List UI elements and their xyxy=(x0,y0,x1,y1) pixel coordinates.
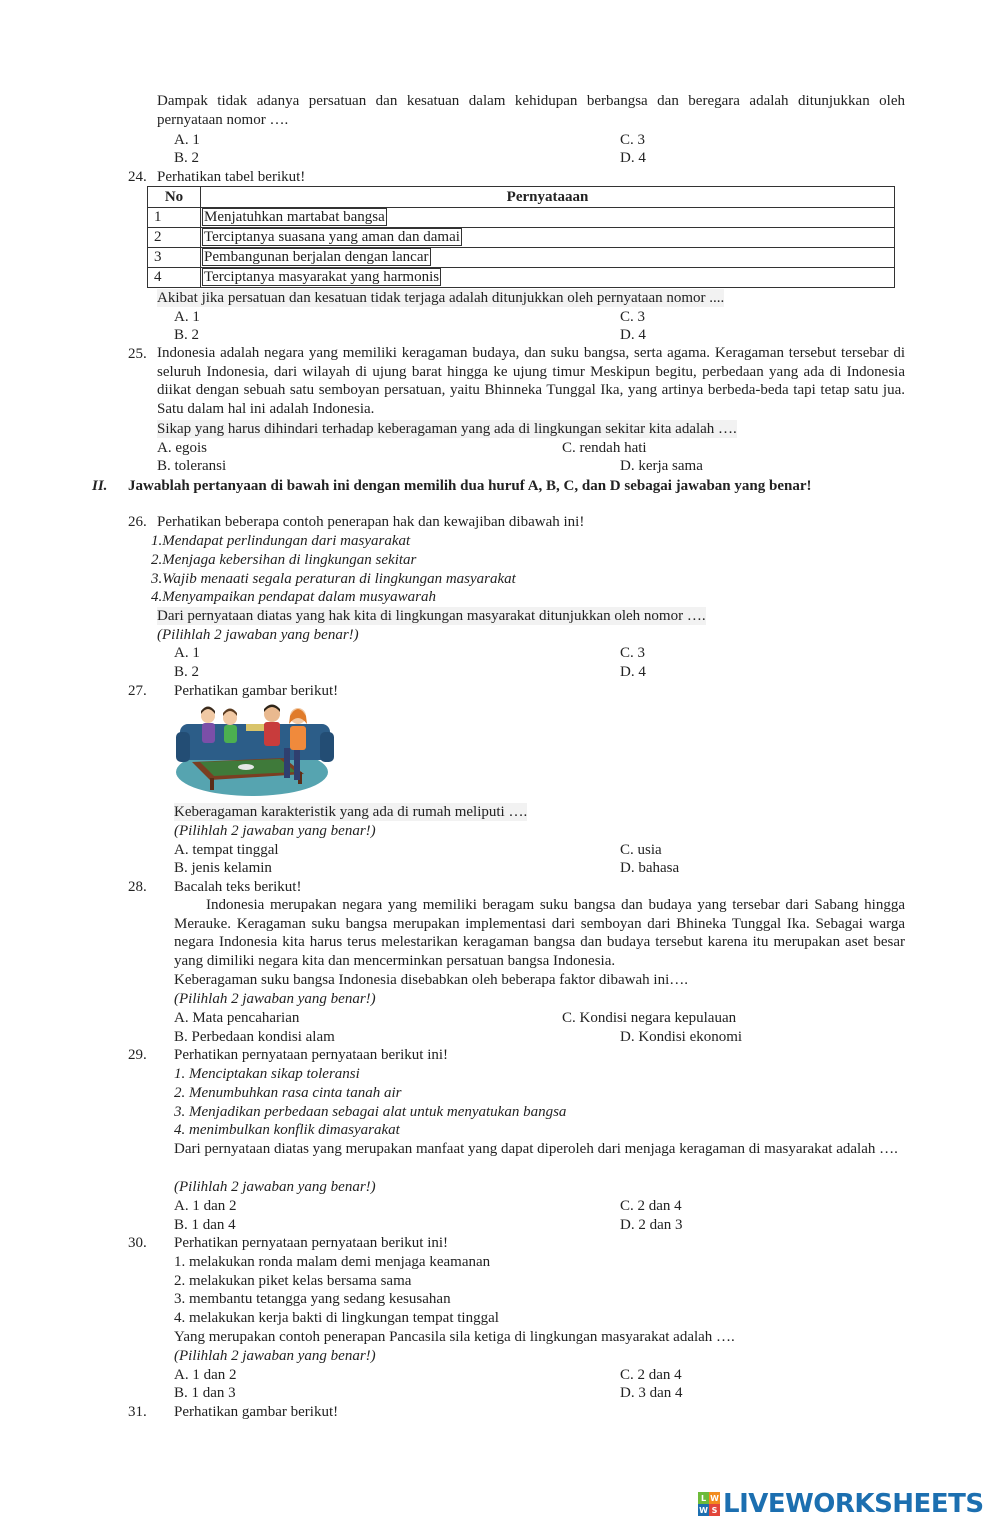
section-numeral: II. xyxy=(92,478,108,494)
table-header-row xyxy=(148,187,895,208)
q24-table xyxy=(147,186,895,288)
q27-instruction: (Pilihlah 2 jawaban yang benar!) xyxy=(174,823,376,839)
q30-option-d[interactable]: D. 3 dan 4 xyxy=(620,1385,683,1401)
table-header-statement: Pernyataaan xyxy=(201,187,895,208)
q30-option-c[interactable]: C. 2 dan 4 xyxy=(620,1367,682,1383)
table-cell-no: 4 xyxy=(148,268,201,288)
q29-option-b[interactable]: B. 1 dan 4 xyxy=(174,1217,236,1233)
logo-letter: W xyxy=(699,1505,708,1515)
q27-number: 27. xyxy=(128,683,147,699)
q30-number: 30. xyxy=(128,1235,147,1251)
q29-item: 1. Menciptakan sikap toleransi xyxy=(174,1066,360,1082)
logo-letter: L xyxy=(698,1492,709,1504)
q30-item: 3. membantu tetangga yang sedang kesusahan xyxy=(174,1291,451,1307)
q29-option-a[interactable]: A. 1 dan 2 xyxy=(174,1198,237,1214)
table-cell-statement xyxy=(201,248,895,268)
logo-text: LIVEWORKSHEETS xyxy=(723,1489,984,1519)
q24-option-c[interactable]: C. 3 xyxy=(620,309,646,325)
logo-letter: S xyxy=(709,1504,720,1516)
q29-item: 3. Menjadikan perbedaan sebagai alat untuk menyatukan bangsa xyxy=(174,1104,567,1120)
q30-option-b[interactable]: B. 1 dan 3 xyxy=(174,1385,236,1401)
q28-option-c[interactable]: C. Kondisi negara kepulauan xyxy=(562,1010,737,1026)
q30-instruction: (Pilihlah 2 jawaban yang benar!) xyxy=(174,1348,376,1364)
q27-option-d[interactable]: D. bahasa xyxy=(620,860,680,876)
person-body-shape xyxy=(290,726,306,750)
q24-option-a[interactable]: A. 1 xyxy=(174,309,200,325)
table-cell-no: 2 xyxy=(148,228,201,248)
table-cell-no: 1 xyxy=(148,208,201,228)
q26-item: 3.Wajib menaati segala peraturan di lingkungan masyarakat xyxy=(151,571,516,587)
q29-question: Dari pernyataan diatas yang merupakan manfaat yang dapat diperoleh dari menjaga keragaman di masyarakat adalah …. xyxy=(174,1141,898,1157)
table-row xyxy=(148,228,895,248)
q27-option-a[interactable]: A. tempat tinggal xyxy=(174,842,279,858)
person-leg-shape xyxy=(294,750,300,780)
q28-question: Keberagaman suku bangsa Indonesia disebabkan oleh beberapa faktor dibawah ini…. xyxy=(174,972,688,988)
q28-option-d[interactable]: D. Kondisi ekonomi xyxy=(620,1029,743,1045)
q26-option-b[interactable]: B. 2 xyxy=(174,664,200,680)
q28-option-b[interactable]: B. Perbedaan kondisi alam xyxy=(174,1029,335,1045)
table-header-no: No xyxy=(148,187,201,208)
q24-question: Akibat jika persatuan dan kesatuan tidak terjaga adalah ditunjukkan oleh pernyataan nomor .... xyxy=(157,290,725,306)
q26-number: 26. xyxy=(128,514,147,530)
section-title: Jawablah pertanyaan di bawah ini dengan memilih dua huruf A, B, C, dan D sebagai jawaban yang benar! xyxy=(128,478,812,494)
q25-question: Sikap yang harus dihindari terhadap keberagaman yang ada di lingkungan sekitar kita adalah …. xyxy=(157,421,737,437)
q25-number: 25. xyxy=(128,346,147,362)
q26-item: 2.Menjaga kebersihan di lingkungan sekitar xyxy=(151,552,417,568)
q30-option-a[interactable]: A. 1 dan 2 xyxy=(174,1367,237,1383)
q26-stem: Perhatikan beberapa contoh penerapan hak dan kewajiban dibawah ini! xyxy=(157,514,585,530)
q27-option-c[interactable]: C. usia xyxy=(620,842,662,858)
q28-instruction: (Pilihlah 2 jawaban yang benar!) xyxy=(174,991,376,1007)
q26-question: Dari pernyataan diatas yang hak kita di lingkungan masyarakat ditunjukkan oleh nomor …. xyxy=(157,608,706,624)
q26-instruction: (Pilihlah 2 jawaban yang benar!) xyxy=(157,627,359,643)
q26-option-c[interactable]: C. 3 xyxy=(620,645,646,661)
q25-text: Indonesia adalah negara yang memiliki keragaman budaya, dan suku bangsa, serta agama. Keragaman tersebut tersebar di seluruh Indonesia, dari wilayah di ujung barat hingga ke ujung timur Meskipun begitu, perbedaan yang ada di Indonesia diikat dengan sebuah satu semboyan persatuan, yaitu Bhinneka Tunggal Ika, yang artinya berbeda-beda tapi tetap satu jua. Satu dalam hal ini adalah Indonesia. xyxy=(157,345,905,417)
q30-item: 2. melakukan piket kelas bersama sama xyxy=(174,1273,412,1289)
q29-option-c[interactable]: C. 2 dan 4 xyxy=(620,1198,682,1214)
q27-question: Keberagaman karakteristik yang ada di rumah meliputi …. xyxy=(174,804,528,820)
statement-box: Terciptanya suasana yang aman dan damai xyxy=(204,229,460,245)
q27-option-b[interactable]: B. jenis kelamin xyxy=(174,860,272,876)
logo-mark-icon xyxy=(698,1492,720,1516)
q23-option-b[interactable]: B. 2 xyxy=(174,150,200,166)
table-cell-statement xyxy=(201,268,895,288)
plate-shape xyxy=(238,764,254,770)
q30-item: 1. melakukan ronda malam demi menjaga keamanan xyxy=(174,1254,491,1270)
q28-text: Indonesia merupakan negara yang memiliki beragam suku bangsa dan budaya yang tersebar dari Sabang hingga Merauke. Keragaman suku bangsa merupakan implementasi dari semboyan dari Bhineka Tunggal Ika. Sebagai warga negara Indonesia kita harus terus melestarikan keragaman bangsa dan budaya tersebut karena itu merupakan aset besar yang dimiliki negara kita dan mencerminkan persatuan bangsa Indonesia. xyxy=(174,897,905,970)
q30-question: Yang merupakan contoh penerapan Pancasila sila ketiga di lingkungan masyarakat adalah …. xyxy=(174,1329,735,1345)
q29-item: 4. menimbulkan konflik dimasyarakat xyxy=(174,1122,400,1138)
q24-option-b[interactable]: B. 2 xyxy=(174,327,200,343)
q26-item: 1.Mendapat perlindungan dari masyarakat xyxy=(151,533,411,549)
q23-option-d[interactable]: D. 4 xyxy=(620,150,646,166)
statement-box: Pembangunan berjalan dengan lancar xyxy=(204,249,429,265)
table-cell-statement xyxy=(201,208,895,228)
q25-option-d[interactable]: D. kerja sama xyxy=(620,458,703,474)
statement-box: Menjatuhkan martabat bangsa xyxy=(204,209,385,225)
q28-number: 28. xyxy=(128,879,147,895)
q25-option-a[interactable]: A. egois xyxy=(157,440,207,456)
table-cell-no: 3 xyxy=(148,248,201,268)
logo-letter: W xyxy=(710,1493,719,1503)
person-leg-shape xyxy=(284,748,290,778)
q29-option-d[interactable]: D. 2 dan 3 xyxy=(620,1217,683,1233)
table-row xyxy=(148,208,895,228)
q23-option-c[interactable]: C. 3 xyxy=(620,132,646,148)
q25-option-c[interactable]: C. rendah hati xyxy=(562,440,647,456)
table-cell-statement xyxy=(201,228,895,248)
q25-option-b[interactable]: B. toleransi xyxy=(157,458,227,474)
q30-stem: Perhatikan pernyataan pernyataan berikut ini! xyxy=(174,1235,449,1251)
q24-number: 24. xyxy=(128,169,147,185)
q26-option-a[interactable]: A. 1 xyxy=(174,645,200,661)
person-body-shape xyxy=(224,725,237,743)
table-row xyxy=(148,248,895,268)
table-leg-shape xyxy=(210,778,214,790)
q28-option-a[interactable]: A. Mata pencaharian xyxy=(174,1010,300,1026)
q29-instruction: (Pilihlah 2 jawaban yang benar!) xyxy=(174,1179,376,1195)
person-body-shape xyxy=(202,723,215,743)
family-illustration xyxy=(174,702,334,798)
q29-stem: Perhatikan pernyataan pernyataan berikut ini! xyxy=(174,1047,449,1063)
q31-number: 31. xyxy=(128,1404,147,1420)
q24-stem: Perhatikan tabel berikut! xyxy=(157,169,306,185)
q24-option-d[interactable]: D. 4 xyxy=(620,327,646,343)
liveworksheets-logo[interactable] xyxy=(698,1488,984,1520)
q23-text: Dampak tidak adanya persatuan dan kesatuan dalam kehidupan berbangsa dan beregara adalah ditunjukkan oleh pernyataan nomor …. xyxy=(157,93,905,128)
q31-stem: Perhatikan gambar berikut! xyxy=(174,1404,339,1420)
q29-item: 2. Menumbuhkan rasa cinta tanah air xyxy=(174,1085,402,1101)
sofa-arm-shape xyxy=(320,732,334,762)
q23-option-a[interactable]: A. 1 xyxy=(174,132,200,148)
q27-stem: Perhatikan gambar berikut! xyxy=(174,683,339,699)
q30-item: 4. melakukan kerja bakti di lingkungan tempat tinggal xyxy=(174,1310,499,1326)
game-board-shape xyxy=(246,724,264,731)
q28-stem: Bacalah teks berikut! xyxy=(174,879,302,895)
q29-number: 29. xyxy=(128,1047,147,1063)
table-row xyxy=(148,268,895,288)
q26-item: 4.Menyampaikan pendapat dalam musyawarah xyxy=(151,589,436,605)
q26-option-d[interactable]: D. 4 xyxy=(620,664,646,680)
sofa-arm-shape xyxy=(176,732,190,762)
person-body-shape xyxy=(264,722,280,746)
statement-box: Terciptanya masyarakat yang harmonis xyxy=(204,269,440,285)
